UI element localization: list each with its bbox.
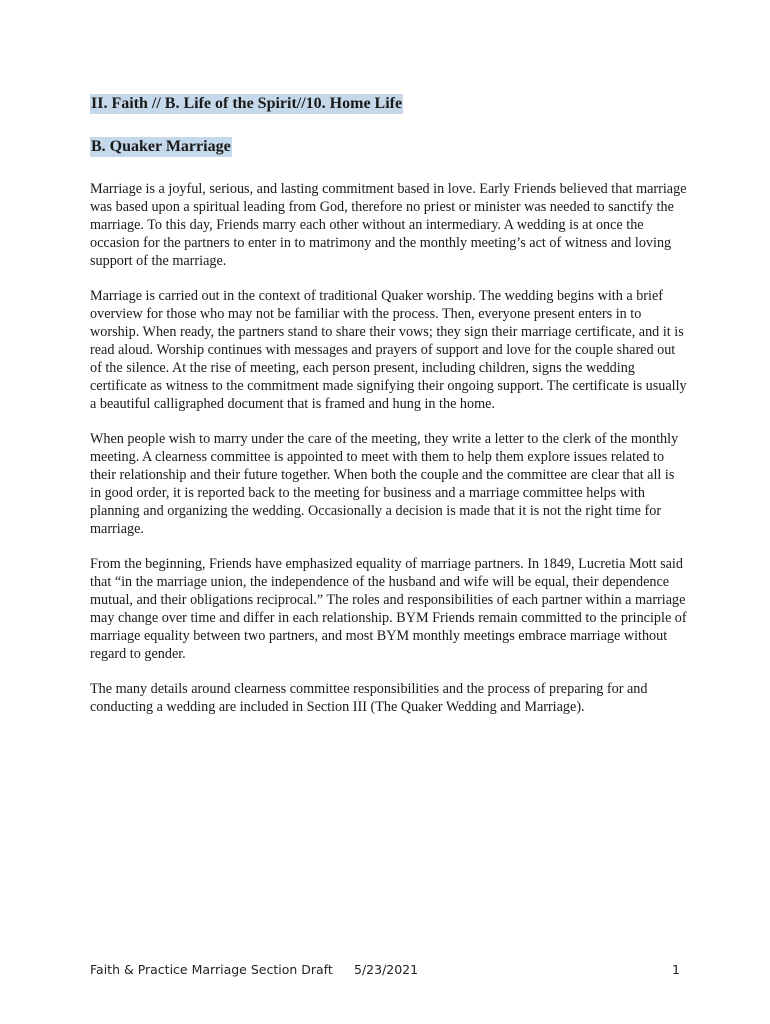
body-text xyxy=(90,180,688,733)
footer-date: 5/23/2021 xyxy=(354,962,419,977)
paragraph: The many details around clearness committee responsibilities and the process of preparing for and conducting a wedding are included in Section III (The Quaker Wedding and Marriage). xyxy=(90,681,648,715)
footer-title: Faith & Practice Marriage Section Draft xyxy=(90,962,333,977)
page-number: 1 xyxy=(672,962,680,977)
paragraph: When people wish to marry under the care of the meeting, they write a letter to the clerk of the monthly meeting. A clearness committee is appointed to meet with them to help them explore issues related to their relationship and their future together. When both the couple and the committee are clear that all is in good order, it is reported back to the meeting for business and a marriage committee helps with planning and organizing the wedding. Occasionally a decision is made that it is not the right time for marriage. xyxy=(90,431,679,537)
paragraph: Marriage is a joyful, serious, and lasting commitment based in love. Early Friends believed that marriage was based upon a spiritual leading from God, therefore no priest or minister was needed to sanctify the marriage. To this day, Friends marry each other without an intermediary. A wedding is at once the occasion for the partners to enter in to matrimony and the monthly meeting’s act of witness and loving support of the marriage. xyxy=(90,181,687,269)
breadcrumb-heading: II. Faith // B. Life of the Spirit//10. Home Life xyxy=(91,95,403,112)
page-footer xyxy=(90,960,686,980)
section-heading: B. Quaker Marriage xyxy=(91,138,231,155)
paragraph: From the beginning, Friends have emphasized equality of marriage partners. In 1849, Lucretia Mott said that “in the marriage union, the independence of the husband and wife will be equal, their dependence mutual, and their obligations reciprocal.” The roles and responsibilities of each partner within a marriage may change over time and differ in each relationship. BYM Friends remain committed to the principle of marriage equality between two partners, and most BYM monthly meetings embrace marriage without regard to gender. xyxy=(90,556,687,662)
paragraph: Marriage is carried out in the context of traditional Quaker worship. The wedding begins with a brief overview for those who may not be familiar with the process. Then, everyone present enters in to worship. When ready, the partners stand to share their vows; they sign their marriage certificate, and it is read aloud. Worship continues with messages and prayers of support and love for the couple shared out of the silence. At the rise of meeting, each person present, including children, signs the wedding certificate as witness to the commitment made signifying their ongoing support. The certificate is usually a beautiful calligraphed document that is framed and hung in the home. xyxy=(90,288,687,412)
